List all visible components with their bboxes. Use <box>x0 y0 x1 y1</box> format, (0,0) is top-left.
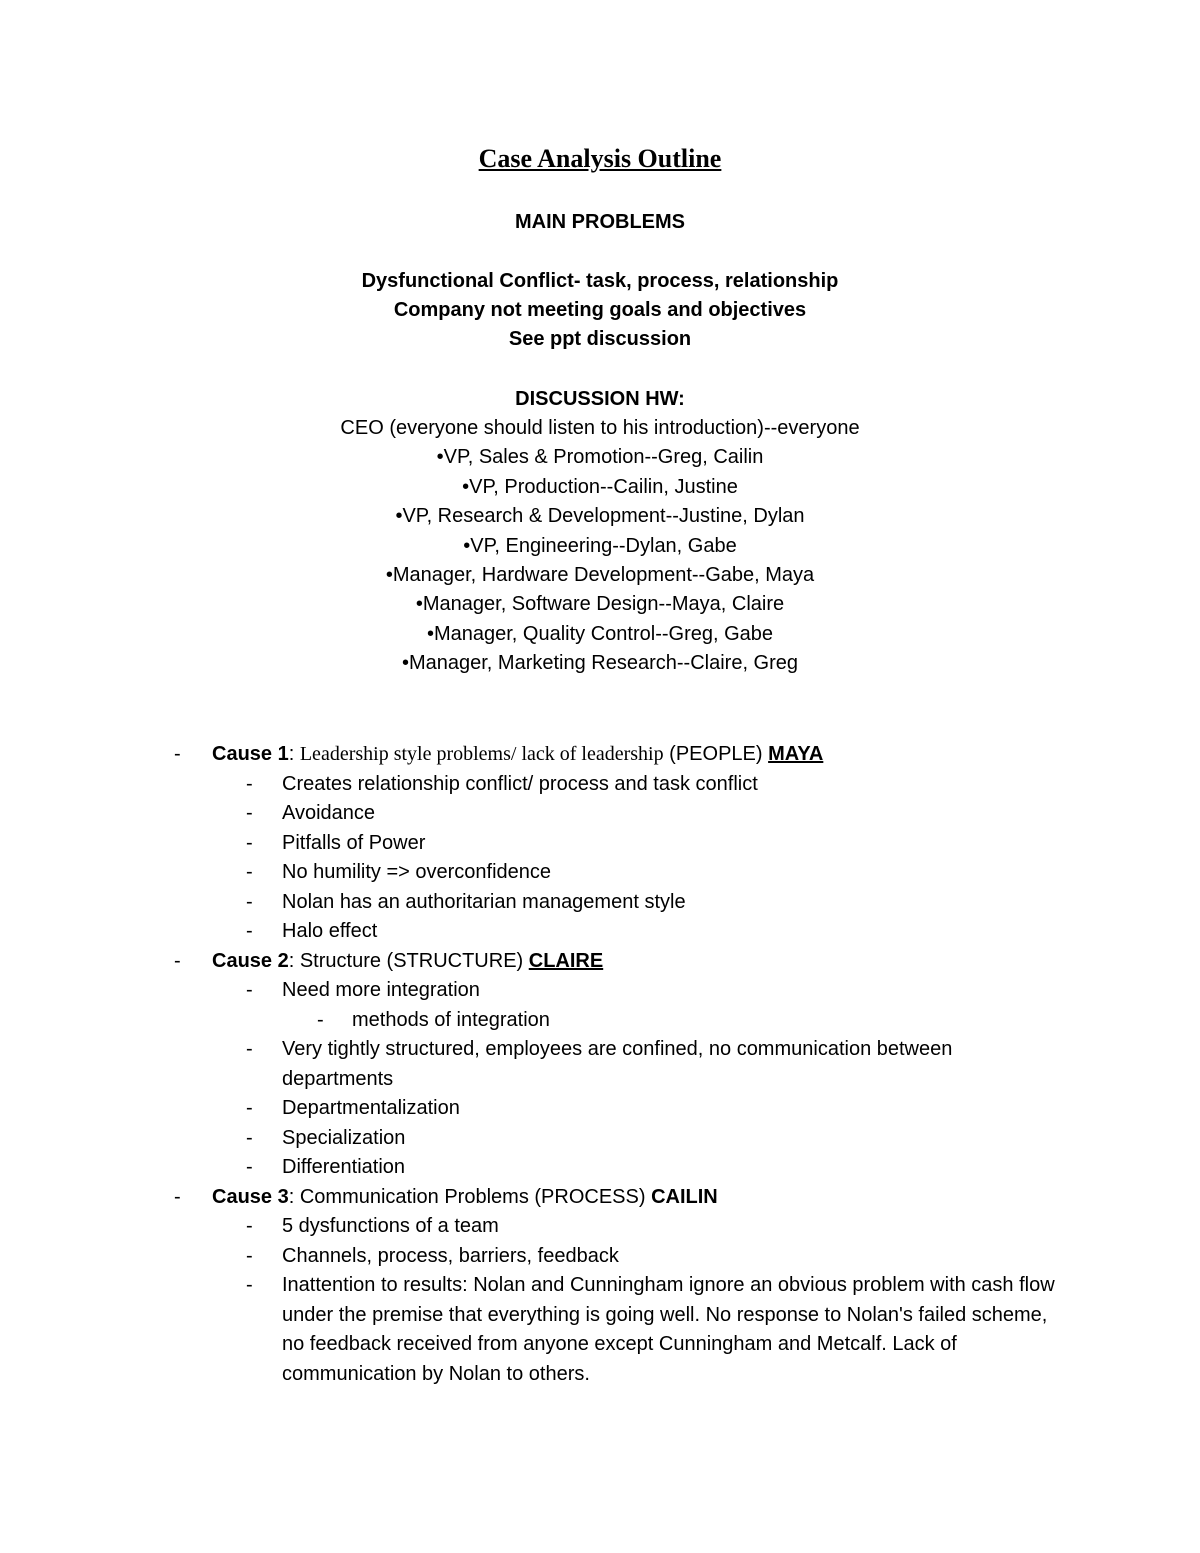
discussion-ceo-line: CEO (everyone should listen to his introduction)--everyone <box>340 417 860 439</box>
cause-owner: MAYA <box>768 743 824 765</box>
list-dash: - <box>246 1156 253 1178</box>
list-dash: - <box>246 802 253 824</box>
list-item <box>0 888 1200 918</box>
cause-separator: : <box>288 949 300 972</box>
cause-category: (PEOPLE) <box>663 743 769 765</box>
list-item-text: 5 dysfunctions of a team <box>282 1215 499 1237</box>
cause-owner: CLAIRE <box>528 949 604 972</box>
discussion-role: •Manager, Software Design--Maya, Claire <box>415 593 785 615</box>
list-dash: - <box>246 1126 253 1149</box>
cause-2-row <box>0 947 1200 977</box>
list-item-text: Creates relationship conflict/ process and task conflict <box>282 772 758 795</box>
list-item <box>0 1212 1200 1242</box>
discussion-role: •Manager, Hardware Development--Gabe, Maya <box>385 564 815 586</box>
list-item <box>0 770 1200 800</box>
cause-name: Leadership style problems/ lack of leadership <box>299 743 664 765</box>
discussion-role: •Manager, Quality Control--Greg, Gabe <box>426 623 774 645</box>
cause-label: Cause 3 <box>212 1185 289 1208</box>
discussion-role: •VP, Research & Development--Justine, Dylan <box>395 505 805 527</box>
cause-3-row <box>0 1183 1200 1213</box>
list-item <box>0 1006 1200 1036</box>
cause-1-row <box>0 740 1200 770</box>
list-item-text: Specialization <box>282 1126 406 1149</box>
cause-label: Cause 1 <box>212 743 289 765</box>
discussion-role: •VP, Engineering--Dylan, Gabe <box>463 535 737 557</box>
cause-separator: : <box>288 1185 300 1208</box>
list-item-text: Differentiation <box>282 1156 406 1178</box>
list-item-text: Need more integration <box>282 979 480 1001</box>
list-item <box>0 1094 1200 1124</box>
list-item <box>0 1153 1200 1183</box>
list-item <box>0 1124 1200 1154</box>
list-dash: - <box>174 743 181 765</box>
list-item-text: Avoidance <box>282 802 376 824</box>
list-dash: - <box>246 831 253 854</box>
document-title: Case Analysis Outline <box>478 144 722 173</box>
list-dash: - <box>317 1008 324 1031</box>
list-item <box>0 829 1200 859</box>
discussion-heading: DISCUSSION HW: <box>515 388 685 410</box>
list-item <box>0 1271 1200 1389</box>
cause-label: Cause 2 <box>212 949 289 972</box>
cause-separator: : <box>288 743 300 765</box>
list-item <box>0 976 1200 1006</box>
list-item-text: Departmentalization <box>282 1097 460 1119</box>
list-item-text: No humility => overconfidence <box>282 861 552 883</box>
main-problem-item: See ppt discussion <box>508 328 692 350</box>
list-dash: - <box>246 772 253 795</box>
list-item <box>0 858 1200 888</box>
discussion-role: •Manager, Marketing Research--Claire, Greg <box>401 652 799 674</box>
cause-owner: CAILIN <box>651 1185 718 1208</box>
list-item <box>0 1035 1200 1094</box>
list-item-text: Very tightly structured, employees are confined, no communication between departments <box>282 1038 953 1090</box>
list-dash: - <box>174 949 181 972</box>
list-dash: - <box>246 1097 253 1119</box>
cause-name: Structure (STRUCTURE) <box>299 949 529 972</box>
list-dash: - <box>246 1274 253 1296</box>
list-item <box>0 917 1200 947</box>
list-dash: - <box>246 890 253 913</box>
list-dash: - <box>246 920 253 942</box>
list-item <box>0 1242 1200 1272</box>
list-item-text: Inattention to results: Nolan and Cunningham ignore an obvious problem with cash flow under the premise that everything is going well. No response to Nolan's failed scheme, no feedback received from anyone except Cunningham and Metcalf. Lack of communication by Nolan to others. <box>282 1274 1055 1385</box>
list-dash: - <box>174 1185 181 1208</box>
list-item-text: Pitfalls of Power <box>282 831 426 854</box>
main-problems-heading: MAIN PROBLEMS <box>515 211 685 233</box>
list-item-text: Nolan has an authoritarian management style <box>282 890 686 913</box>
list-item <box>0 799 1200 829</box>
list-item-text: Channels, process, barriers, feedback <box>282 1244 619 1267</box>
causes-outline <box>0 740 1200 1389</box>
list-dash: - <box>246 1215 253 1237</box>
list-dash: - <box>246 1038 253 1060</box>
discussion-role: •VP, Sales & Promotion--Greg, Cailin <box>436 446 764 468</box>
cause-name: Communication Problems (PROCESS) <box>299 1185 652 1208</box>
discussion-role: •VP, Production--Cailin, Justine <box>462 476 738 498</box>
list-dash: - <box>246 1244 253 1267</box>
main-problem-item: Dysfunctional Conflict- task, process, relationship <box>361 270 839 292</box>
list-dash: - <box>246 861 253 883</box>
main-problem-item: Company not meeting goals and objectives <box>393 299 807 321</box>
list-item-text: methods of integration <box>352 1008 550 1031</box>
list-item-text: Halo effect <box>282 920 378 942</box>
list-dash: - <box>246 979 253 1001</box>
